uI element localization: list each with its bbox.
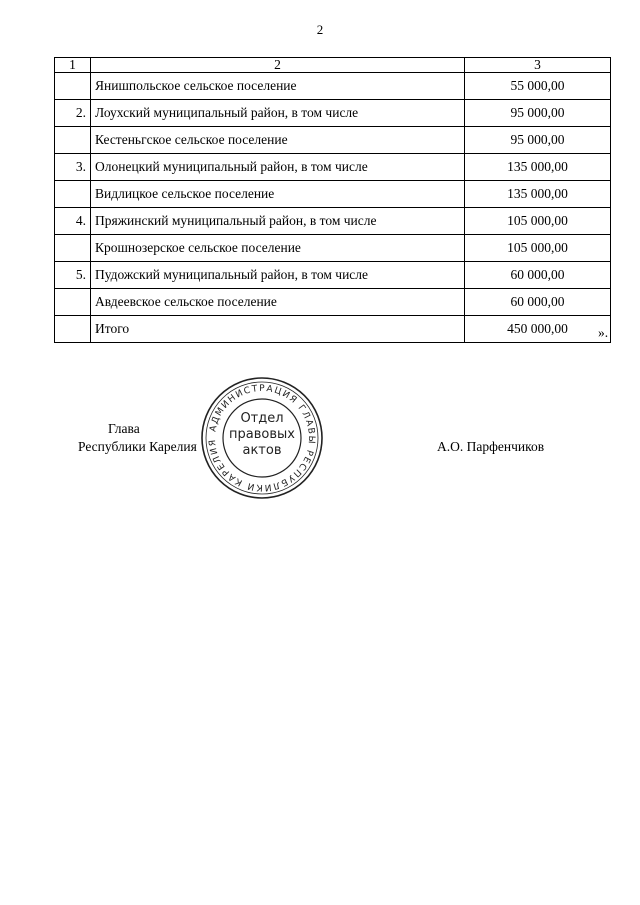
- column-header: 1: [55, 58, 91, 73]
- legal-department-stamp: [200, 376, 324, 500]
- closing-quote: ».: [598, 325, 609, 340]
- row-name: Авдеевское сельское поселение: [91, 289, 465, 316]
- row-amount: 135 000,00: [465, 154, 611, 181]
- row-name: Олонецкий муниципальный район, в том числе: [91, 154, 465, 181]
- row-number: 3.: [55, 154, 91, 181]
- stamp-ring-text: АДМИНИСТРАЦИЯ ГЛАВЫ РЕСПУБЛИКИ КАРЕЛИЯ: [207, 383, 317, 493]
- table-row: [55, 208, 611, 235]
- row-number: 4.: [55, 208, 91, 235]
- column-header: 3: [465, 58, 611, 73]
- row-amount: 135 000,00: [465, 181, 611, 208]
- budget-table: [54, 57, 611, 343]
- row-amount: 105 000,00: [465, 208, 611, 235]
- row-amount: 60 000,00: [465, 289, 611, 316]
- row-name: Пряжинский муниципальный район, в том числе: [91, 208, 465, 235]
- row-name: Янишпольское сельское поселение: [91, 73, 465, 100]
- table-row-total: [55, 316, 611, 343]
- stamp-center-line1: Отдел: [240, 411, 284, 426]
- table-row: [55, 262, 611, 289]
- row-number: [55, 235, 91, 262]
- table-header-row: [55, 58, 611, 73]
- row-number: [55, 73, 91, 100]
- stamp-center-line2: правовых: [229, 427, 295, 442]
- page-number: 2: [316, 22, 324, 37]
- signature-title-line1: Глава: [108, 421, 140, 436]
- table-row: [55, 154, 611, 181]
- table-row: [55, 73, 611, 100]
- row-number: [55, 289, 91, 316]
- signature-title-line2: Республики Карелия: [78, 439, 197, 454]
- row-number: 5.: [55, 262, 91, 289]
- row-number: 2.: [55, 100, 91, 127]
- row-name: Видлицкое сельское поселение: [91, 181, 465, 208]
- column-header: 2: [91, 58, 465, 73]
- row-amount: 55 000,00: [465, 73, 611, 100]
- stamp-center-line3: актов: [242, 443, 282, 458]
- row-name: Крошнозерское сельское поселение: [91, 235, 465, 262]
- row-amount: 95 000,00: [465, 100, 611, 127]
- row-number: [55, 127, 91, 154]
- row-amount: 95 000,00: [465, 127, 611, 154]
- row-name: Кестеньгское сельское поселение: [91, 127, 465, 154]
- row-amount: 60 000,00: [465, 262, 611, 289]
- row-name: Итого: [91, 316, 465, 343]
- table-row: [55, 100, 611, 127]
- row-number: [55, 316, 91, 343]
- table-row: [55, 235, 611, 262]
- signature-name: А.О. Парфенчиков: [437, 439, 545, 454]
- table-row: [55, 181, 611, 208]
- row-name: Лоухский муниципальный район, в том числе: [91, 100, 465, 127]
- row-name: Пудожский муниципальный район, в том числе: [91, 262, 465, 289]
- row-amount: 105 000,00: [465, 235, 611, 262]
- table-row: [55, 127, 611, 154]
- table-row: [55, 289, 611, 316]
- row-number: [55, 181, 91, 208]
- row-amount: 450 000,00: [465, 316, 611, 343]
